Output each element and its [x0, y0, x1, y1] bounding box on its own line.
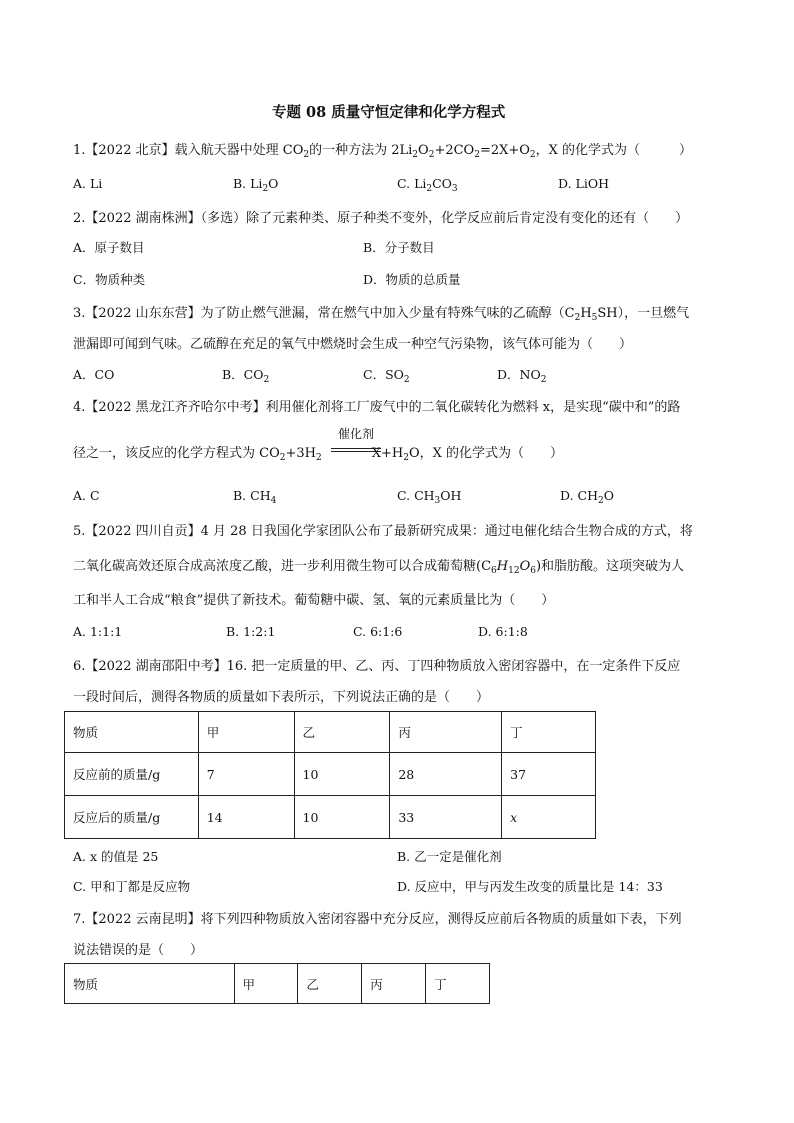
table-cell: 甲	[198, 712, 294, 753]
q5-option-c: C. 6:1:6	[353, 624, 403, 639]
question-5-stem-line3: 工和半人工合成“粮食”提供了新技术。葡萄糖中碳、氢、氧的元素质量比为（ ）	[73, 593, 555, 608]
table-cell: 物质	[65, 712, 199, 753]
q6-option-a: A. x 的值是 25	[73, 849, 159, 864]
question-5-stem-line1: 5.【2022 四川自贡】4 月 28 日我国化学家团队公布了最新研究成果：通过电催化结合生物合成的方式，将	[73, 524, 693, 539]
question-4-stem-line2: 径之一，该反应的化学方程式为 $CO_2+3H_2$ $X+H_2O$，X 的化学式为（ ）	[73, 446, 563, 463]
q5-option-b: B. 1:2:1	[226, 624, 276, 639]
question-7-stem-line1: 7.【2022 云南昆明】将下列四种物质放入密闭容器中充分反应，测得反应前后各物质的质量如下表，下列	[73, 912, 682, 927]
q2-option-b: B．分子数目	[363, 240, 435, 255]
table-cell: 7	[198, 753, 294, 796]
table-cell: 37	[502, 753, 596, 796]
q4-condition-catalyst: 催化剂	[338, 427, 375, 441]
question-2-stem: 2.【2022 湖南株洲】（多选）除了元素种类、原子种类不变外，化学反应前后肯定没有变化的还有（ ）	[73, 211, 689, 226]
q1-option-c: C. $Li_2CO_3$	[397, 176, 458, 194]
q3-option-d: D．$NO_2$	[497, 367, 547, 385]
q4-option-d: D. $CH_2O$	[560, 488, 614, 506]
table-cell: 丙	[362, 964, 426, 1004]
table-cell: 33	[390, 796, 502, 839]
table-cell: 甲	[234, 964, 298, 1004]
q3-option-c: C．$SO_2$	[363, 367, 410, 385]
table-row	[65, 964, 490, 1004]
q3-option-b: B．$CO_2$	[222, 367, 270, 385]
q1-option-b: B. $Li_2O$	[233, 176, 279, 194]
table-row	[65, 753, 596, 796]
q6-option-d: D. 反应中，甲与丙发生改变的质量比是 14：33	[397, 879, 663, 894]
table-cell: x	[502, 796, 596, 839]
table-cell: 丁	[426, 964, 490, 1004]
q2-option-a: A．原子数目	[73, 240, 145, 255]
page-title: 专题 08 质量守恒定律和化学方程式	[272, 104, 506, 121]
q6-option-b: B. 乙一定是催化剂	[397, 849, 502, 864]
question-3-stem-line2: 泄漏即可闻到气味。乙硫醇在充足的氧气中燃烧时会生成一种空气污染物，该气体可能为（ ）	[73, 337, 633, 352]
question-6-stem-line1: 6.【2022 湖南邵阳中考】16. 把一定质量的甲、乙、丙、丁四种物质放入密闭容器中，在一定条件下反应	[73, 659, 681, 674]
table-cell: 反应前的质量/g	[65, 753, 199, 796]
q1-option-a: A. Li	[73, 176, 103, 191]
q3-option-a: A．CO	[73, 367, 115, 382]
question-6-stem-line2: 一段时间后，测得各物质的质量如下表所示，下列说法正确的是（ ）	[73, 690, 490, 705]
q4-option-c: C. $CH_3OH$	[397, 488, 462, 506]
q4-equation-equals	[331, 448, 381, 452]
q5-option-d: D. 6:1:8	[478, 624, 528, 639]
table-cell: 28	[390, 753, 502, 796]
q7-mass-table	[64, 963, 490, 1004]
q6-mass-table	[64, 711, 596, 839]
table-cell: 14	[198, 796, 294, 839]
question-5-stem-line2: 二氧化碳高效还原合成高浓度乙酸，进一步利用微生物可以合成葡萄糖$(C_6H_{12}O_6)$和脂肪酸。这项突破为人	[73, 559, 685, 576]
table-row	[65, 712, 596, 753]
table-row	[65, 796, 596, 839]
question-3-stem-line1: 3.【2022 山东东营】为了防止燃气泄漏，常在燃气中加入少量有特殊气味的乙硫醇$(C_2H_5SH)$，一旦燃气	[73, 306, 690, 323]
table-cell: 物质	[65, 964, 235, 1004]
table-cell: 10	[294, 796, 390, 839]
q5-option-a: A. 1:1:1	[73, 624, 123, 639]
table-cell: 反应后的质量/g	[65, 796, 199, 839]
q6-option-c: C. 甲和丁都是反应物	[73, 879, 191, 894]
table-cell: 乙	[298, 964, 362, 1004]
question-7-stem-line2: 说法错误的是（ ）	[73, 943, 204, 958]
q4-option-a: A. C	[73, 488, 100, 503]
q2-option-d: D．物质的总质量	[363, 272, 461, 287]
q1-option-d: D. LiOH	[558, 176, 609, 191]
table-cell: 10	[294, 753, 390, 796]
q4-option-b: B. $CH_4$	[233, 488, 277, 506]
question-4-stem-line1: 4.【2022 黑龙江齐齐哈尔中考】利用催化剂将工厂废气中的二氧化碳转化为燃料 x，是实现“碳中和”的路	[73, 400, 681, 415]
table-cell: 丙	[390, 712, 502, 753]
table-cell: 乙	[294, 712, 390, 753]
q2-option-c: C．物质种类	[73, 272, 146, 287]
table-cell: 丁	[502, 712, 596, 753]
question-1-stem: 1.【2022 北京】载入航天器中处理 $CO_2$的一种方法为 $2Li_2O_2+2CO_2=2X+O_2$，X 的化学式为（ ）	[73, 143, 693, 160]
